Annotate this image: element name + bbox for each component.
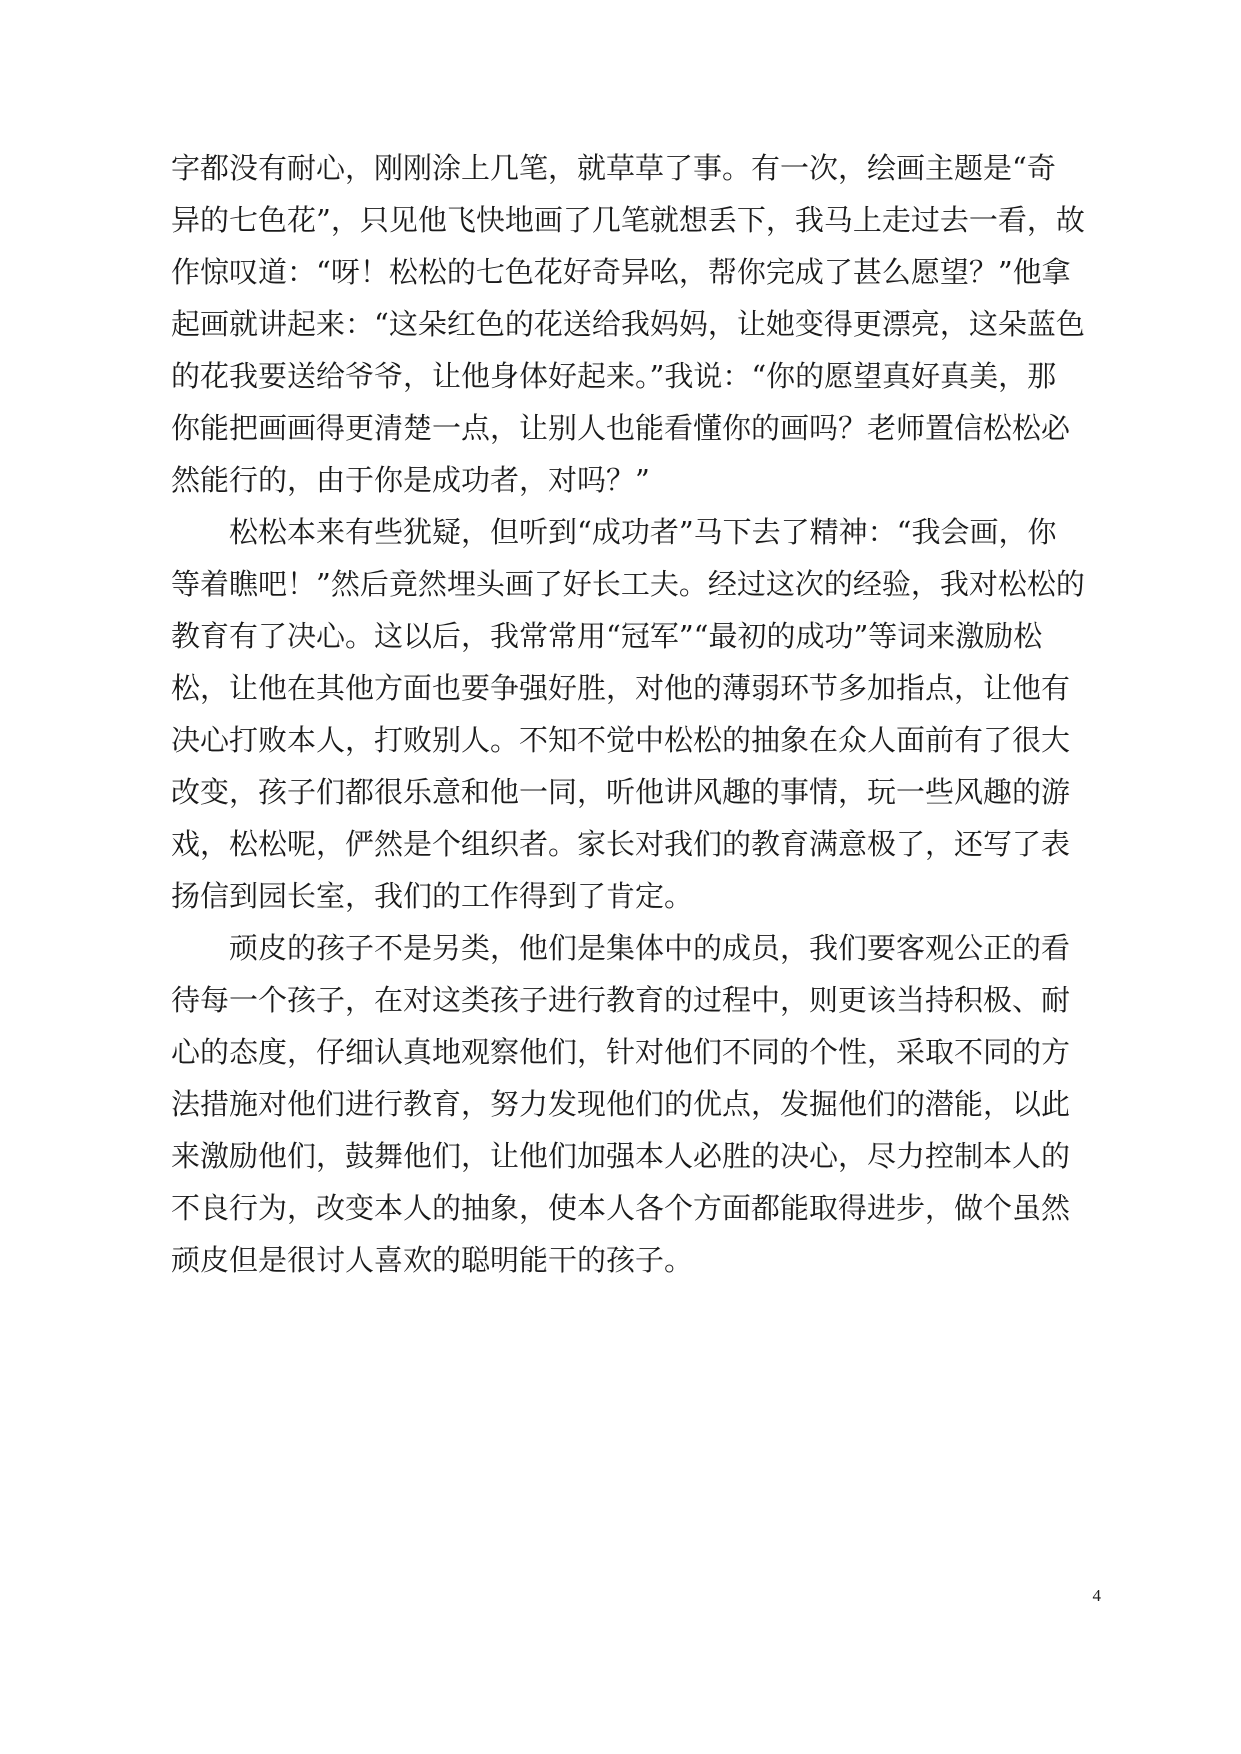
text-line: 扬信到园长室，我们的工作得到了肯定。 — [171, 879, 694, 913]
page-number: 4 — [1092, 1586, 1101, 1605]
text-line: 你能把画画得更清楚一点，让别人也能看懂你的画吗？老师置信松松必 — [171, 411, 1071, 445]
text-line: 的花我要送给爷爷，让他身体好起来。”我说：“你的愿望真好真美，那 — [171, 359, 1057, 393]
text-line: 顽皮但是很讨人喜欢的聪明能干的孩子。 — [171, 1243, 694, 1277]
text-line: 等着瞧吧！”然后竟然埋头画了好长工夫。经过这次的经验，我对松松的 — [171, 567, 1085, 601]
paragraph-first-line: 顽皮的孩子不是另类，他们是集体中的成员，我们要客观公正的看 — [229, 931, 1071, 965]
text-line: 心的态度，仔细认真地观察他们，针对他们不同的个性，采取不同的方 — [171, 1035, 1071, 1069]
text-line: 作惊叹道：“呀！松松的七色花好奇异吆，帮你完成了甚么愿望？”他拿 — [171, 255, 1071, 289]
text-line: 字都没有耐心，刚刚涂上几笔，就草草了事。有一次，绘画主题是“奇 — [171, 151, 1056, 185]
text-line: 然能行的，由于你是成功者，对吗？” — [171, 463, 650, 497]
text-line: 起画就讲起来：“这朵红色的花送给我妈妈，让她变得更漂亮，这朵蓝色 — [171, 307, 1085, 341]
text-line: 不良行为，改变本人的抽象，使本人各个方面都能取得进步，做个虽然 — [171, 1191, 1071, 1225]
text-line: 待每一个孩子，在对这类孩子进行教育的过程中，则更该当持积极、耐 — [171, 983, 1071, 1017]
text-line: 教育有了决心。这以后，我常常用“冠军”“最初的成功”等词来激励松 — [171, 619, 1043, 653]
text-line: 异的七色花”，只见他飞快地画了几笔就想丢下，我马上走过去一看，故 — [171, 203, 1085, 237]
text-line: 松，让他在其他方面也要争强好胜，对他的薄弱环节多加指点，让他有 — [171, 671, 1071, 705]
text-line: 改变，孩子们都很乐意和他一同，听他讲风趣的事情，玩一些风趣的游 — [171, 775, 1071, 809]
text-line: 法措施对他们进行教育，努力发现他们的优点，发掘他们的潜能，以此 — [171, 1087, 1071, 1121]
text-line: 来激励他们，鼓舞他们，让他们加强本人必胜的决心，尽力控制本人的 — [171, 1139, 1071, 1173]
text-line: 决心打败本人，打败别人。不知不觉中松松的抽象在众人面前有了很大 — [171, 723, 1071, 757]
text-line: 戏，松松呢，俨然是个组织者。家长对我们的教育满意极了，还写了表 — [171, 827, 1071, 861]
paragraph-first-line: 松松本来有些犹疑，但听到“成功者”马下去了精神：“我会画，你 — [229, 515, 1057, 549]
